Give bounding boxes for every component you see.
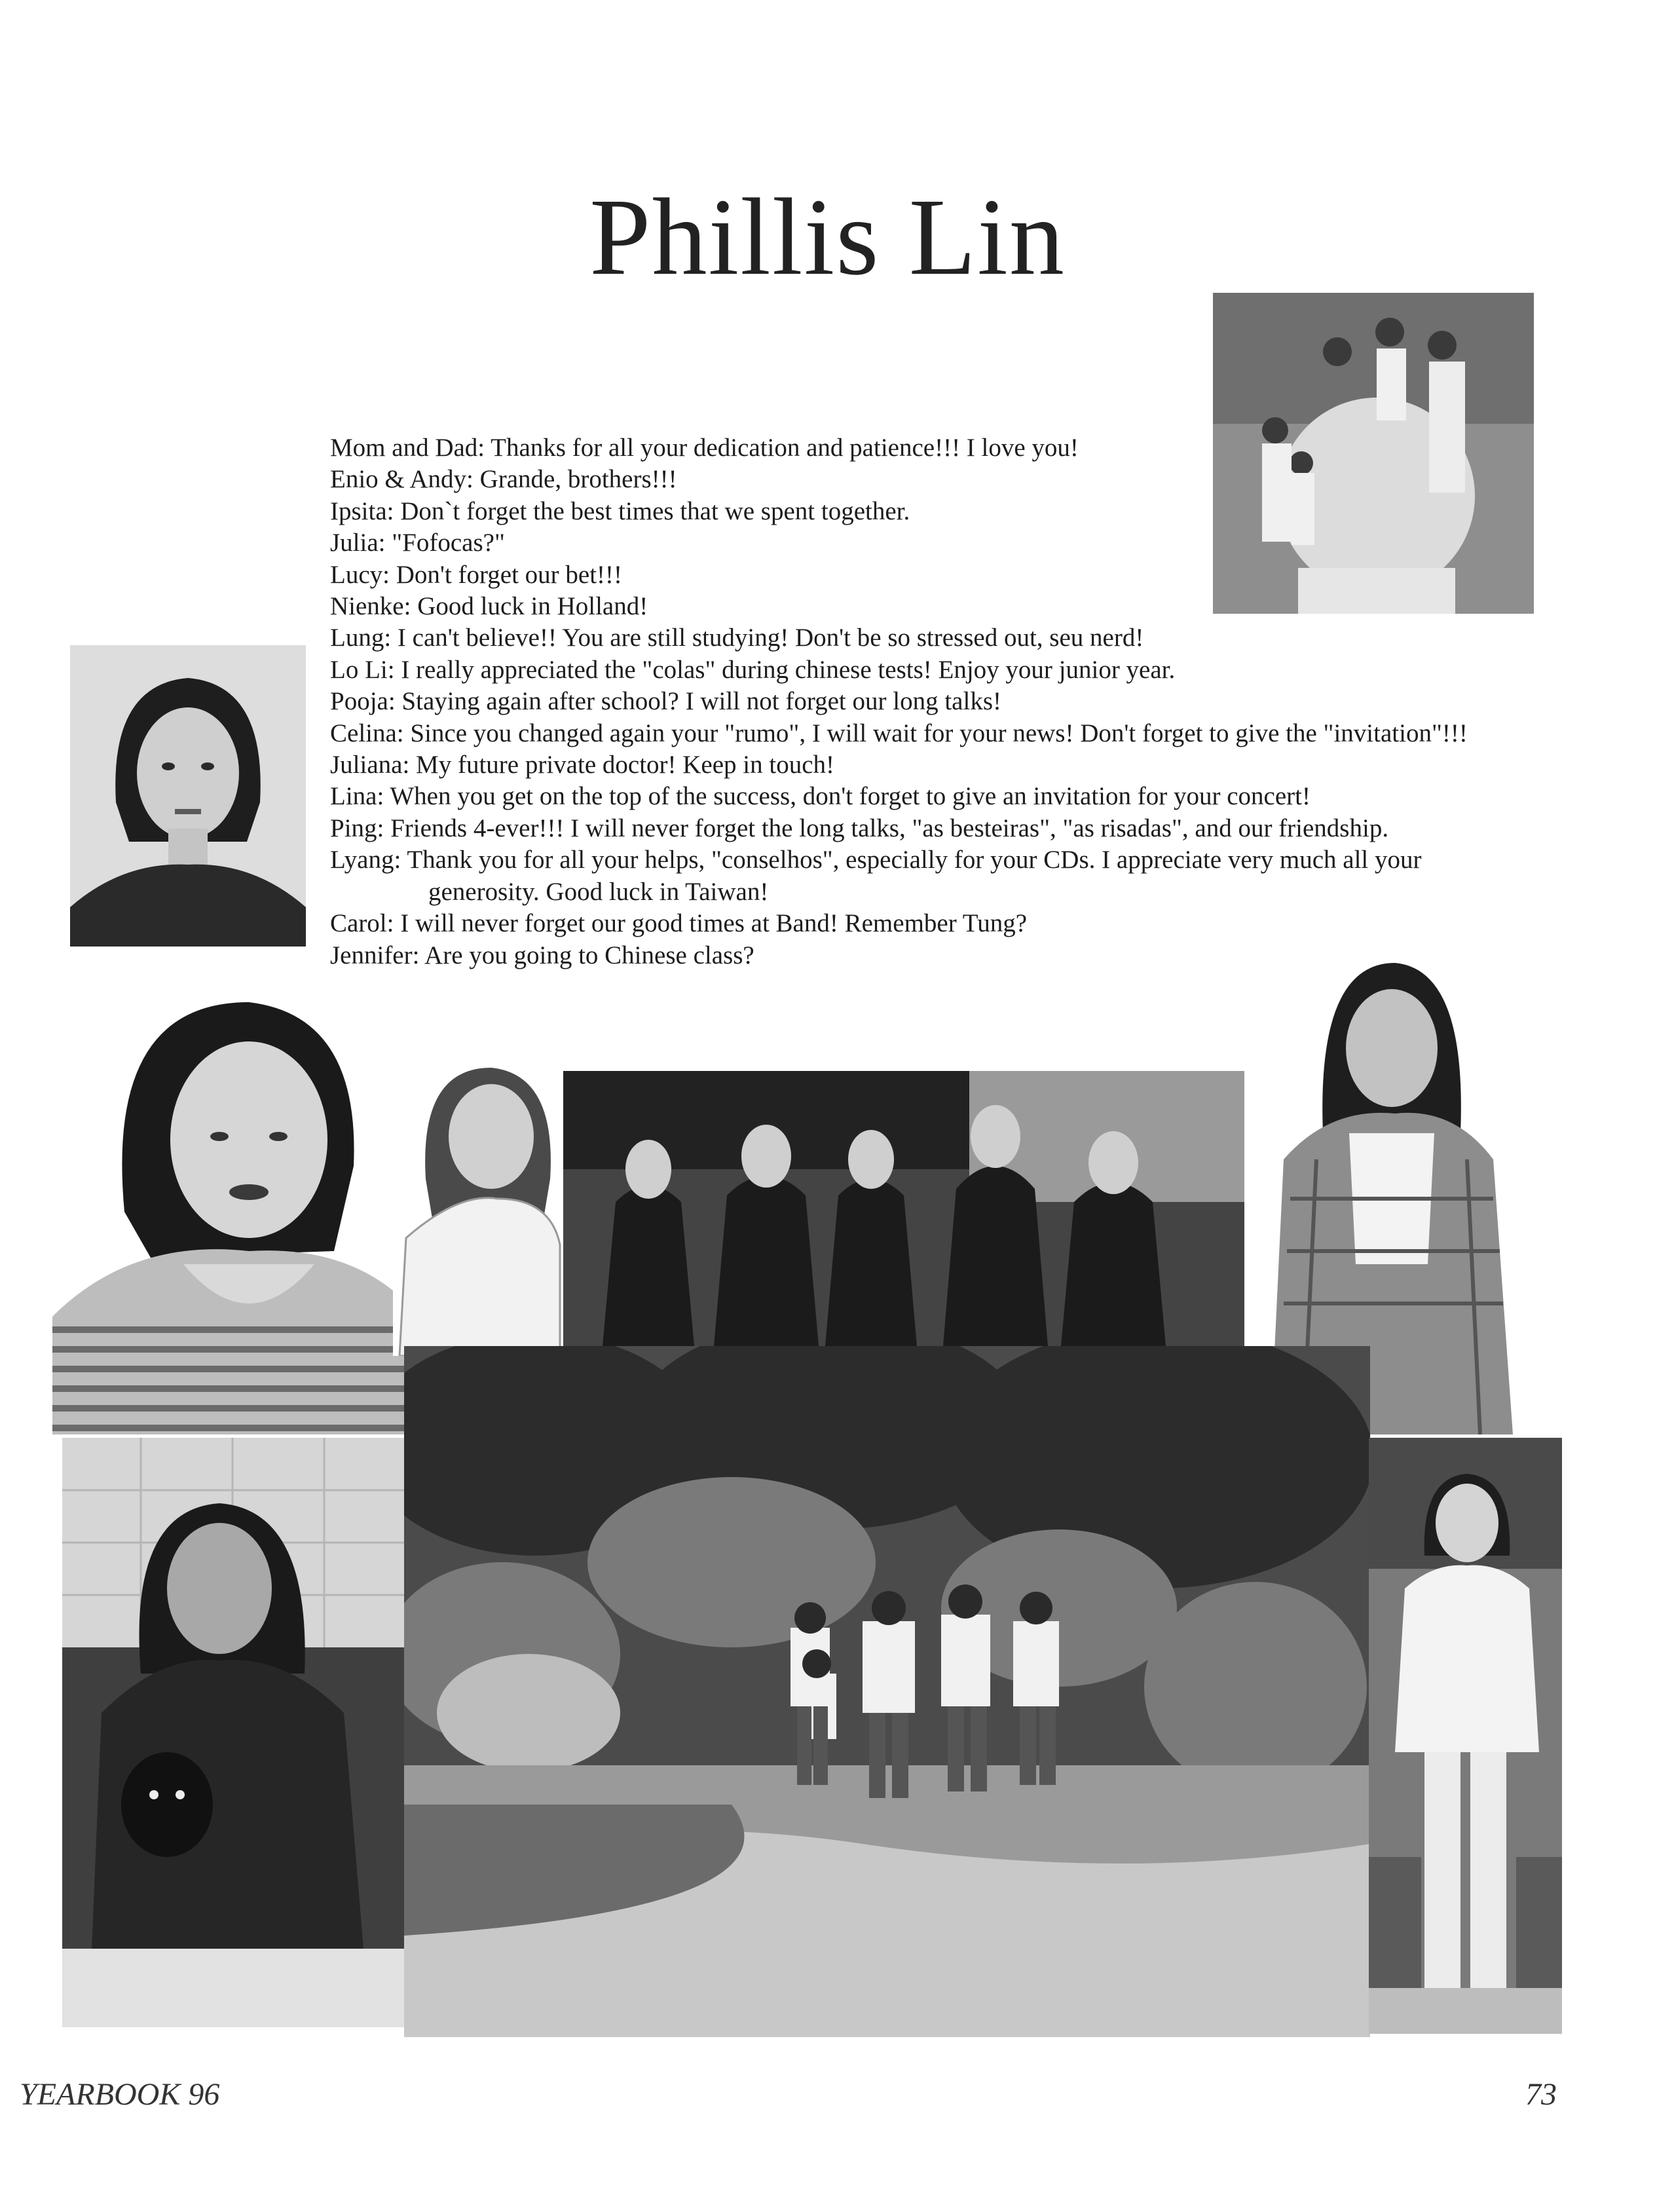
- footer-yearbook-label: YEARBOOK 96: [20, 2077, 220, 2112]
- photo-friend-white-shirt: [393, 1048, 563, 1356]
- photo-girl-white-sweater: [1369, 1438, 1562, 2034]
- note-line: Juliana: My future private doctor! Keep in touch!: [330, 751, 835, 779]
- photo-group-five-girls: [563, 1071, 1244, 1346]
- photo-family-garden-pond: [404, 1346, 1370, 2037]
- note-line: Mom and Dad: Thanks for all your dedication and patience!!! I love you!: [330, 434, 1079, 462]
- page-title: Phillis Lin: [589, 176, 1066, 298]
- note-line: Carol: I will never forget our good times at Band! Remember Tung?: [330, 909, 1028, 938]
- note-line: Lo Li: I really appreciated the "colas" during chinese tests! Enjoy your junior year.: [330, 655, 1176, 684]
- photo-portrait-striped-shirt: [52, 976, 419, 1434]
- note-line: Jennifer: Are you going to Chinese class?: [330, 941, 754, 969]
- note-line: Julia: "Fofocas?": [330, 529, 505, 557]
- note-line: Lyang: Thank you for all your helps, "conselhos", especially for your CDs. I appreciate very much all your generosity. Good luck in Taiwan!: [330, 846, 1422, 906]
- note-line: Lina: When you get on the top of the success, don't forget to give an invitation for your concert!: [330, 782, 1311, 811]
- note-line: Lucy: Don't forget our bet!!!: [330, 560, 623, 589]
- note-line: Nienke: Good luck in Holland!: [330, 592, 648, 621]
- page-number: 73: [1525, 2077, 1557, 2112]
- photo-girl-with-cat: [62, 1438, 409, 2027]
- note-line: Enio & Andy: Grande, brothers!!!: [330, 465, 677, 494]
- note-line: Lung: I can't believe!! You are still studying! Don't be so stressed out, seu nerd!: [330, 624, 1144, 652]
- note-line: Ipsita: Don`t forget the best times that we spent together.: [330, 497, 910, 525]
- dedication-notes: [330, 432, 1483, 971]
- note-line: Ping: Friends 4-ever!!! I will never forget the long talks, "as besteiras", "as risadas", and our friendship.: [330, 814, 1389, 842]
- note-line: Celina: Since you changed again your "rumo", I will wait for your news! Don't forget to give the "invitation"!!!: [330, 719, 1468, 747]
- photo-portrait-senior: [70, 645, 306, 947]
- note-line: Pooja: Staying again after school? I will not forget our long talks!: [330, 687, 1001, 716]
